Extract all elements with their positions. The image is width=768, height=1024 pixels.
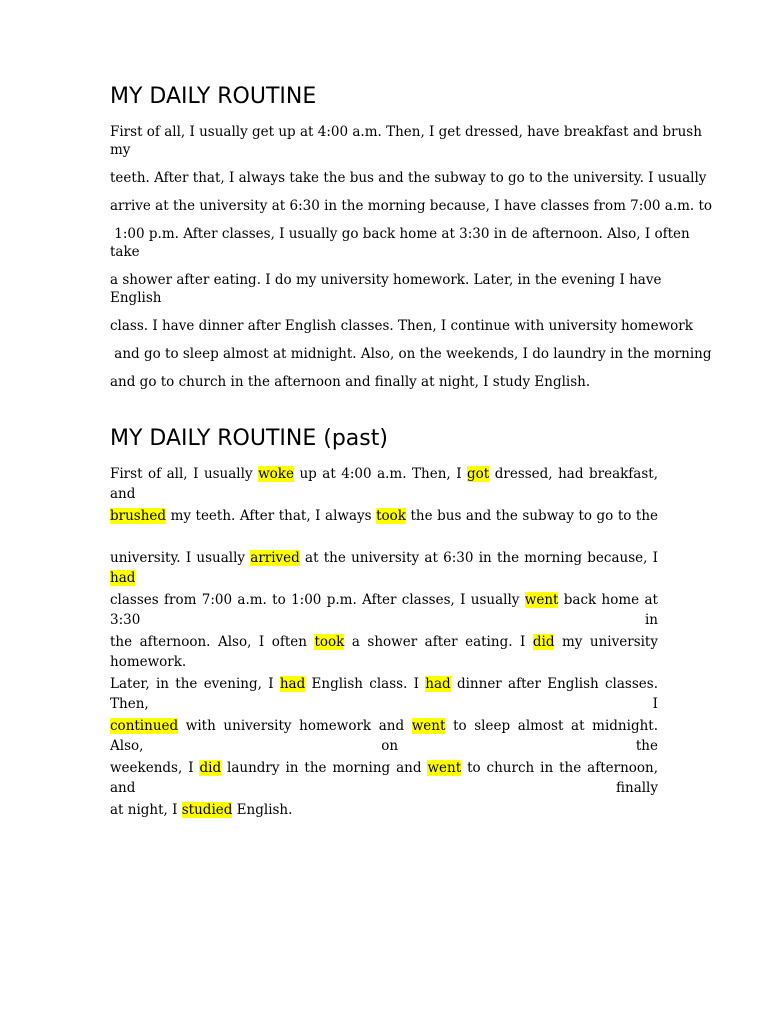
text-line: class. I have dinner after English classes. Then, I continue with university homework: [110, 318, 693, 334]
text-segment: dinner after English classes. Then, I: [110, 676, 663, 712]
line-gap: [110, 307, 658, 317]
text-line: English: [110, 290, 162, 306]
line-gap: [110, 335, 658, 345]
highlighted-verb: went: [524, 592, 559, 608]
text-segment: my university homework.: [110, 634, 663, 670]
text-segment: classes from 7:00 a.m. to 1:00 p.m. After classes, I usually: [110, 592, 525, 608]
paragraph-present: [110, 123, 713, 391]
text-segment: a shower after eating. I: [344, 634, 533, 650]
text-line: 1:00 p.m. After classes, I usually go back home at 3:30 in de afternoon. Also, I often: [110, 226, 690, 242]
text-line: [110, 716, 663, 758]
line-gap: [110, 363, 658, 373]
text-line: take: [110, 244, 140, 260]
line-gap: [110, 261, 658, 271]
line-gap: [110, 187, 658, 197]
text-line: [110, 548, 663, 590]
text-segment: up at 4:00 a.m. Then, I: [293, 466, 468, 482]
text-line: a shower after eating. I do my university homework. Later, in the evening I have: [110, 272, 662, 288]
text-segment: at night, I: [110, 802, 182, 818]
text-segment: my teeth. After that, I always: [166, 508, 377, 524]
text-segment: to sleep almost at midnight. Also, on the: [110, 718, 663, 754]
text-line: teeth. After that, I always take the bus and the subway to go to the university. I usually: [110, 170, 707, 186]
text-line: [110, 506, 658, 548]
highlighted-verb: continued: [110, 718, 179, 734]
text-line: [110, 674, 663, 716]
highlighted-verb: took: [314, 634, 345, 650]
line-gap: [110, 159, 658, 169]
highlighted-verb: had: [425, 676, 451, 692]
highlighted-verb: did: [199, 760, 222, 776]
section-title-past: MY DAILY ROUTINE (past): [110, 426, 388, 451]
text-line: [110, 758, 663, 800]
text-line: First of all, I usually get up at 4:00 a.m. Then, I get dressed, have breakfast and brush: [110, 124, 702, 140]
text-line: [110, 632, 663, 674]
text-segment: English.: [232, 802, 293, 818]
highlighted-verb: studied: [181, 802, 233, 818]
text-segment: at the university at 6:30 in the morning because, I: [299, 550, 663, 566]
text-line: [110, 800, 658, 842]
text-segment: to church in the afternoon, and finally: [110, 760, 663, 796]
paragraph-past: [110, 464, 663, 842]
highlighted-verb: did: [532, 634, 555, 650]
highlighted-verb: woke: [258, 466, 294, 482]
text-segment: English class. I: [305, 676, 426, 692]
highlighted-verb: arrived: [250, 550, 300, 566]
text-segment: the bus and the subway to go to the: [405, 508, 659, 524]
highlighted-verb: went: [411, 718, 446, 734]
text-line: and go to church in the afternoon and finally at night, I study English.: [110, 374, 591, 390]
highlighted-verb: went: [427, 760, 462, 776]
text-segment: First of all, I usually: [110, 466, 259, 482]
text-line: my: [110, 142, 131, 158]
section-title-present: MY DAILY ROUTINE: [110, 84, 317, 109]
text-segment: back home at 3:30 in: [110, 592, 663, 628]
line-gap: [110, 215, 658, 225]
text-line: and go to sleep almost at midnight. Also, on the weekends, I do laundry in the morning: [110, 346, 712, 362]
highlighted-verb: had: [110, 570, 136, 586]
text-line: [110, 464, 663, 506]
highlighted-verb: got: [467, 466, 490, 482]
highlighted-verb: brushed: [110, 508, 167, 524]
text-segment: the afternoon. Also, I often: [110, 634, 315, 650]
text-segment: weekends, I: [110, 760, 200, 776]
text-segment: university. I usually: [110, 550, 251, 566]
text-segment: with university homework and: [178, 718, 412, 734]
text-segment: laundry in the morning and: [221, 760, 428, 776]
text-line: [110, 590, 663, 632]
text-segment: Later, in the evening, I: [110, 676, 280, 692]
text-line: arrive at the university at 6:30 in the morning because, I have classes from 7:00 a.m. to: [110, 198, 713, 214]
text-segment: dressed, had breakfast, and: [110, 466, 663, 502]
highlighted-verb: had: [279, 676, 306, 692]
highlighted-verb: took: [376, 508, 406, 524]
